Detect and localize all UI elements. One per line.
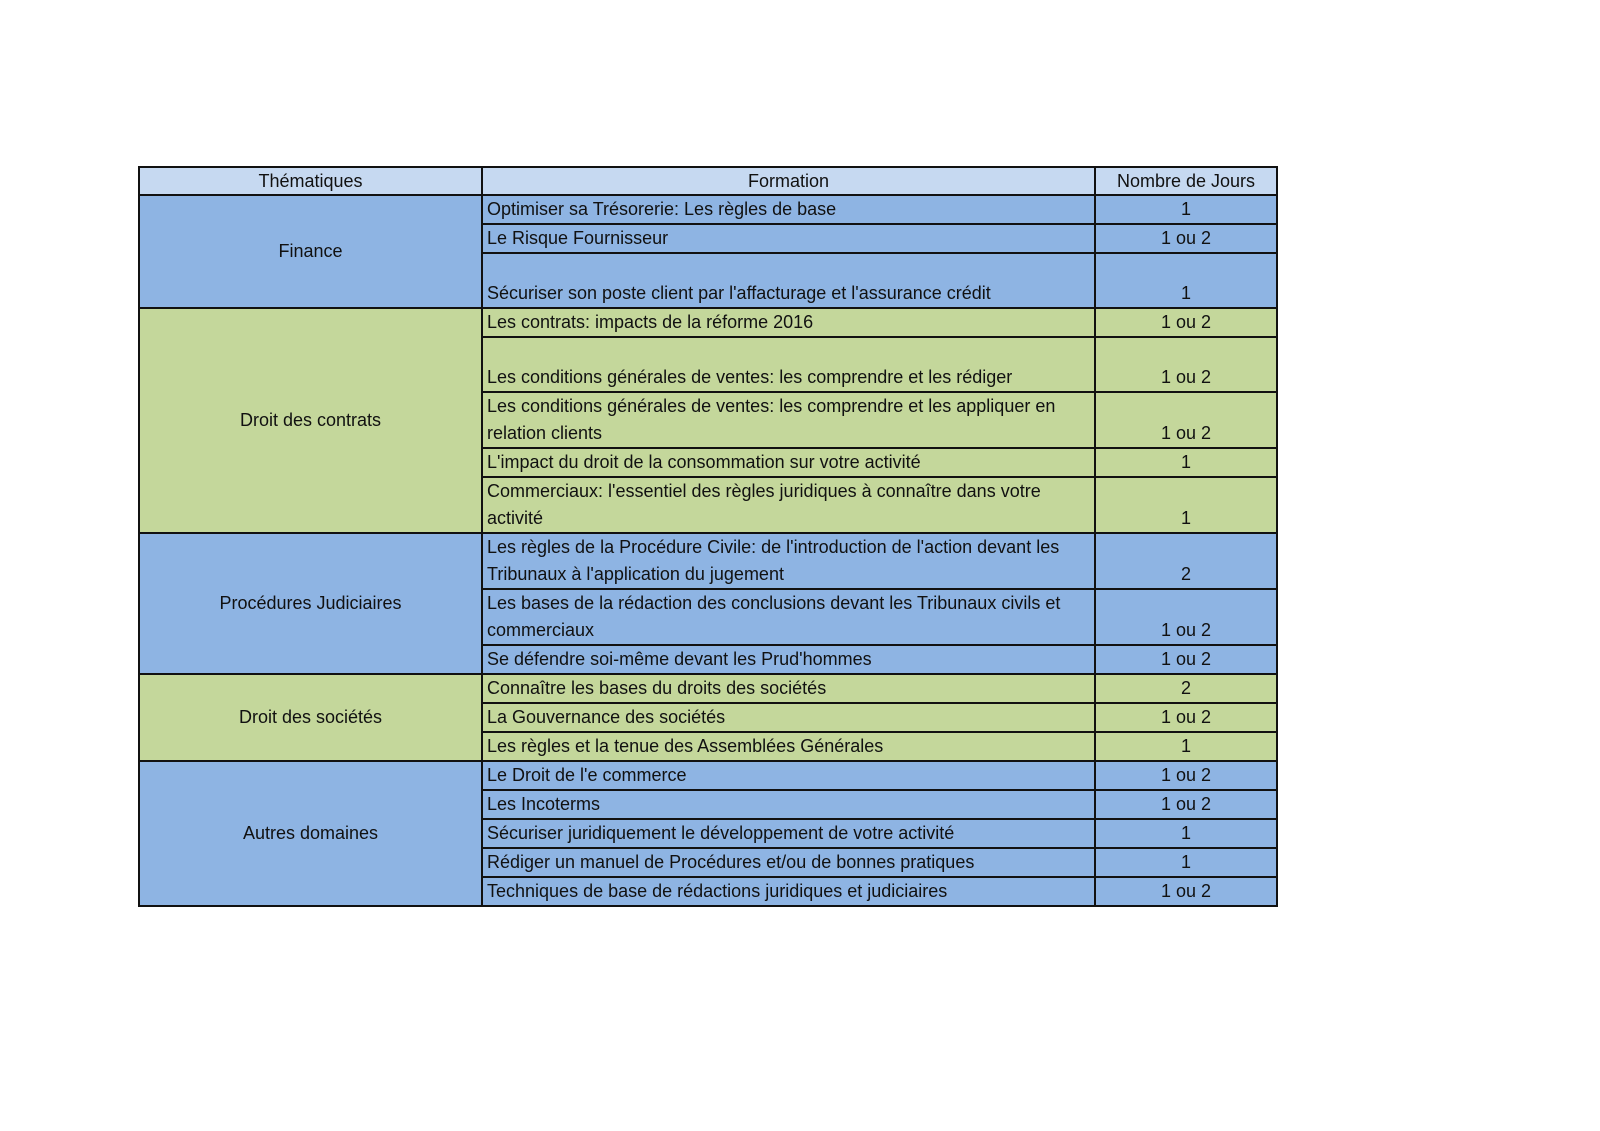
formation-cell: Le Droit de l'e commerce xyxy=(482,761,1095,790)
days-cell: 1 ou 2 xyxy=(1095,392,1277,448)
days-cell: 1 ou 2 xyxy=(1095,308,1277,337)
days-cell: 1 ou 2 xyxy=(1095,645,1277,674)
days-cell: 2 xyxy=(1095,674,1277,703)
table-row xyxy=(139,195,1277,224)
formation-cell: Commerciaux: l'essentiel des règles juridiques à connaître dans votre activité xyxy=(482,477,1095,533)
formation-cell: Optimiser sa Trésorerie: Les règles de base xyxy=(482,195,1095,224)
formation-cell: L'impact du droit de la consommation sur votre activité xyxy=(482,448,1095,477)
formation-cell: Les Incoterms xyxy=(482,790,1095,819)
days-cell: 2 xyxy=(1095,533,1277,589)
days-cell: 1 ou 2 xyxy=(1095,761,1277,790)
table-row xyxy=(139,533,1277,589)
theme-cell: Finance xyxy=(139,195,482,308)
formation-cell: La Gouvernance des sociétés xyxy=(482,703,1095,732)
days-cell: 1 ou 2 xyxy=(1095,224,1277,253)
days-cell: 1 xyxy=(1095,477,1277,533)
formation-cell: Les bases de la rédaction des conclusions devant les Tribunaux civils et commerciaux xyxy=(482,589,1095,645)
formation-cell: Sécuriser juridiquement le développement de votre activité xyxy=(482,819,1095,848)
theme-cell: Autres domaines xyxy=(139,761,482,906)
formation-cell: Les règles de la Procédure Civile: de l'introduction de l'action devant les Tribunaux à l'application du jugement xyxy=(482,533,1095,589)
days-cell: 1 xyxy=(1095,195,1277,224)
formation-cell: Sécuriser son poste client par l'affacturage et l'assurance crédit xyxy=(482,253,1095,308)
formation-cell: Les conditions générales de ventes: les comprendre et les appliquer en relation clients xyxy=(482,392,1095,448)
days-cell: 1 xyxy=(1095,819,1277,848)
days-cell: 1 ou 2 xyxy=(1095,589,1277,645)
theme-cell: Droit des contrats xyxy=(139,308,482,533)
formation-cell: Se défendre soi-même devant les Prud'hommes xyxy=(482,645,1095,674)
header-row xyxy=(139,167,1277,195)
formation-cell: Connaître les bases du droits des sociétés xyxy=(482,674,1095,703)
training-table xyxy=(138,166,1278,907)
theme-cell: Procédures Judiciaires xyxy=(139,533,482,674)
days-cell: 1 ou 2 xyxy=(1095,337,1277,392)
days-cell: 1 xyxy=(1095,253,1277,308)
header-theme: Thématiques xyxy=(139,167,482,195)
formation-cell: Le Risque Fournisseur xyxy=(482,224,1095,253)
table-row xyxy=(139,761,1277,790)
theme-cell: Droit des sociétés xyxy=(139,674,482,761)
days-cell: 1 ou 2 xyxy=(1095,703,1277,732)
days-cell: 1 ou 2 xyxy=(1095,877,1277,906)
header-days: Nombre de Jours xyxy=(1095,167,1277,195)
table-row xyxy=(139,308,1277,337)
formation-cell: Les contrats: impacts de la réforme 2016 xyxy=(482,308,1095,337)
formation-cell: Rédiger un manuel de Procédures et/ou de bonnes pratiques xyxy=(482,848,1095,877)
formation-cell: Techniques de base de rédactions juridiques et judiciaires xyxy=(482,877,1095,906)
table-row xyxy=(139,674,1277,703)
formation-cell: Les conditions générales de ventes: les comprendre et les rédiger xyxy=(482,337,1095,392)
table-header xyxy=(139,167,1277,195)
formation-cell: Les règles et la tenue des Assemblées Générales xyxy=(482,732,1095,761)
days-cell: 1 xyxy=(1095,848,1277,877)
days-cell: 1 ou 2 xyxy=(1095,790,1277,819)
days-cell: 1 xyxy=(1095,448,1277,477)
header-formation: Formation xyxy=(482,167,1095,195)
table-body xyxy=(139,195,1277,906)
days-cell: 1 xyxy=(1095,732,1277,761)
